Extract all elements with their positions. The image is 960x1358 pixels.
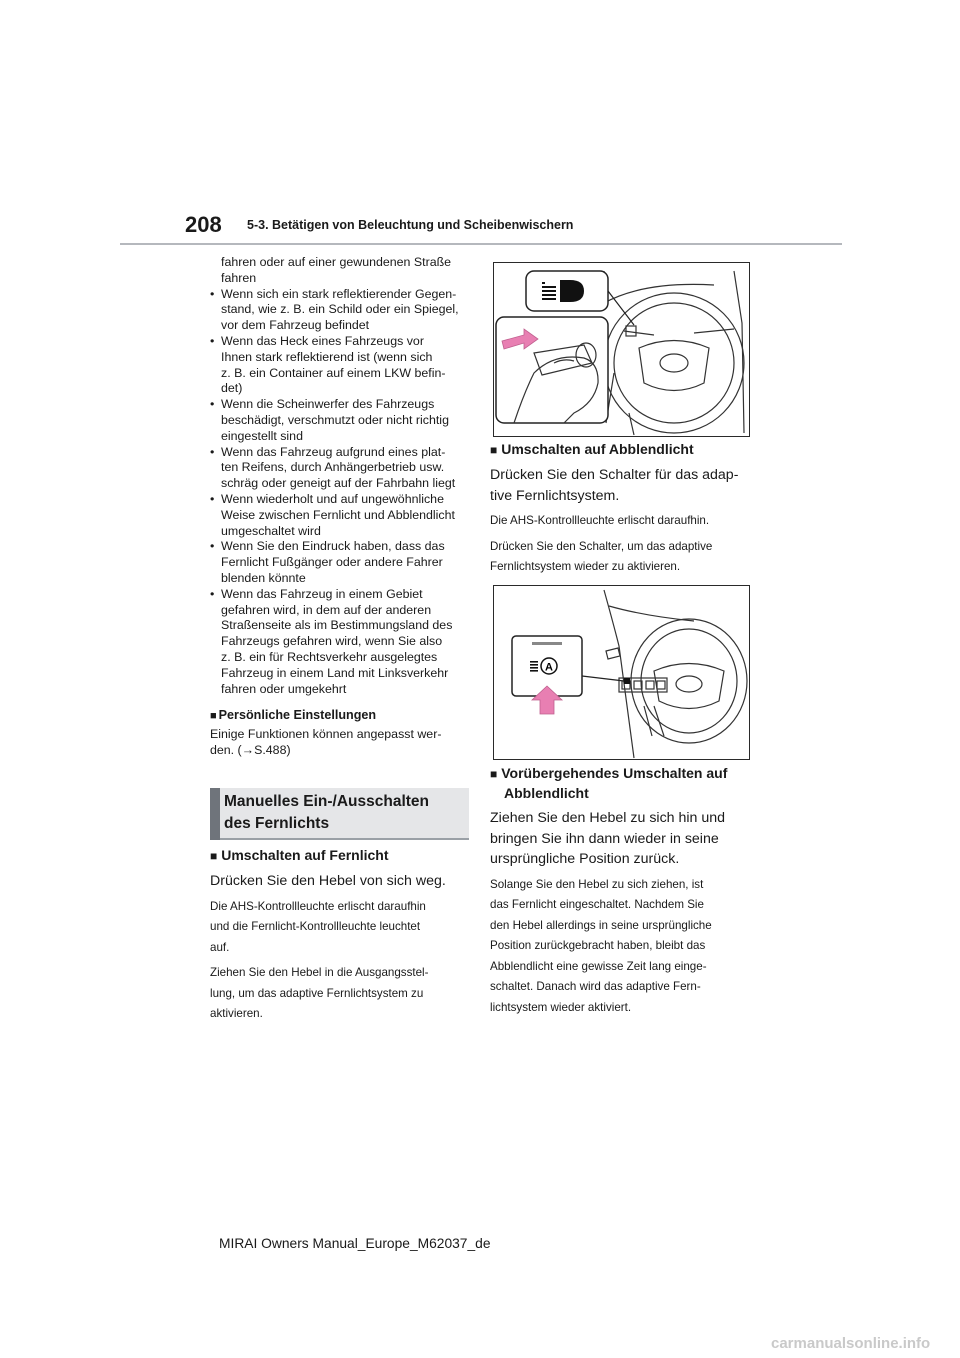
high-beam-section [210,846,472,1025]
low-beam-section [490,440,752,578]
watermark: carmanualsonline.info [771,1335,931,1352]
list-item: • Wenn die Scheinwerfer des Fahrzeugs beschädigt, verschmutzt oder nicht richtig eingestellt sind [210,397,472,444]
high-beam-heading: ■ Umschalten auf Fernlicht [210,847,389,863]
low-beam-lead: Drücken Sie den Schalter für das adap- tive Fernlichtsystem. [490,467,739,504]
list-item: • Wenn das Heck eines Fahrzeugs vor Ihnen stark reflektierend ist (wenn sich z. B. ein Container auf einem LKW befin- det) [210,334,472,397]
square-bullet-icon: ■ [490,443,498,457]
lever-inset [496,317,608,423]
section-title: Manuelles Ein-/Ausschalten des Fernlichts [224,793,429,832]
list-item: • Wenn Sie den Eindruck haben, dass das Fernlicht Fußgänger oder andere Fahrer blenden könnte [210,539,472,586]
list-item: • Wenn wiederholt und auf ungewöhnliche Weise zwischen Fernlicht und Abblendlicht umgeschaltet wird [210,492,472,539]
personal-settings-heading: ■ Persönliche Einstellungen [210,708,377,723]
temporary-note: Solange Sie den Hebel zu sich ziehen, ist das Fernlicht eingeschaltet. Nachdem Sie den Hebel allerdings in seine ursprüngliche Position zurückgebracht haben, bleibt das Abblendlicht eine gewisse Zeit lang einge- schaltet. Danach wird das adaptive Fern- lichtsystem wieder aktiviert. [490,877,712,1014]
square-bullet-icon: ■ [210,710,217,723]
section-accent-bar [210,788,220,840]
page-number: 208 [185,212,222,237]
ahs-switch-illustration [493,585,750,760]
conditions-list [210,287,472,698]
left-column [210,255,472,758]
list-item: • Wenn sich ein stark reflektierender Gegen- stand, wie z. B. ein Schild oder ein Spiegel, vor dem Fahrzeug befindet [210,287,472,334]
temporary-heading: ■ Vorübergehendes Umschalten auf Abblendlicht [490,765,728,801]
list-item: • Wenn das Fahrzeug aufgrund eines plat- ten Reifens, durch Anhängerbetrieb usw. schräg oder geneigt auf der Fahrbahn liegt [210,445,472,492]
steering-lever-drawing [494,263,749,436]
high-beam-note-2: Ziehen Sie den Hebel in die Ausgangsstel- lung, um das adaptive Fernlichtsystem zu aktivieren. [210,966,429,1020]
low-beam-note-2: Drücken Sie den Schalter, um das adaptive Fernlichtsystem wieder zu aktivieren. [490,539,713,573]
low-beam-note-1: Die AHS-Kontrollleuchte erlischt daraufhin. [490,514,710,527]
chapter-title: 5-3. Betätigen von Beleuchtung und Scheibenwischern [247,218,574,232]
temporary-lead: Ziehen Sie den Hebel zu sich hin und bringen Sie ihn dann wieder in seine ursprüngliche Position zurück. [490,810,726,867]
lever-illustration [493,262,750,437]
temporary-switch-section [490,764,752,1018]
footer-text: MIRAI Owners Manual_Europe_M62037_de [219,1236,491,1251]
section-heading-box [210,788,469,840]
high-beam-note-1: Die AHS-Kontrollleuchte erlischt daraufhin und die Fernlicht-Kontrollleuchte leuchtet auf. [210,899,426,954]
ahs-symbol-label: A [545,661,553,674]
square-bullet-icon: ■ [490,767,498,781]
continuation-text: fahren oder auf einer gewundenen Straße fahren [221,255,452,285]
header-rule [120,243,842,245]
dashboard-switch-drawing [494,586,749,759]
personal-settings-text: Einige Funktionen können angepasst wer- den. (→S.488) [210,727,442,758]
list-item: • Wenn das Fahrzeug in einem Gebiet gefahren wird, in dem auf der anderen Straßenseite als im Bestimmungsland des Fahrzeugs gefahren wird, wenn Sie also z. B. ein für Rechtsverkehr ausgelegtes Fahrzeug in einem Land mit Linksverkehr fahren oder umgekehrt [210,587,472,698]
low-beam-heading: ■ Umschalten auf Abblendlicht [490,441,694,457]
square-bullet-icon: ■ [210,849,218,863]
high-beam-lead: Drücken Sie den Hebel von sich weg. [210,873,446,889]
